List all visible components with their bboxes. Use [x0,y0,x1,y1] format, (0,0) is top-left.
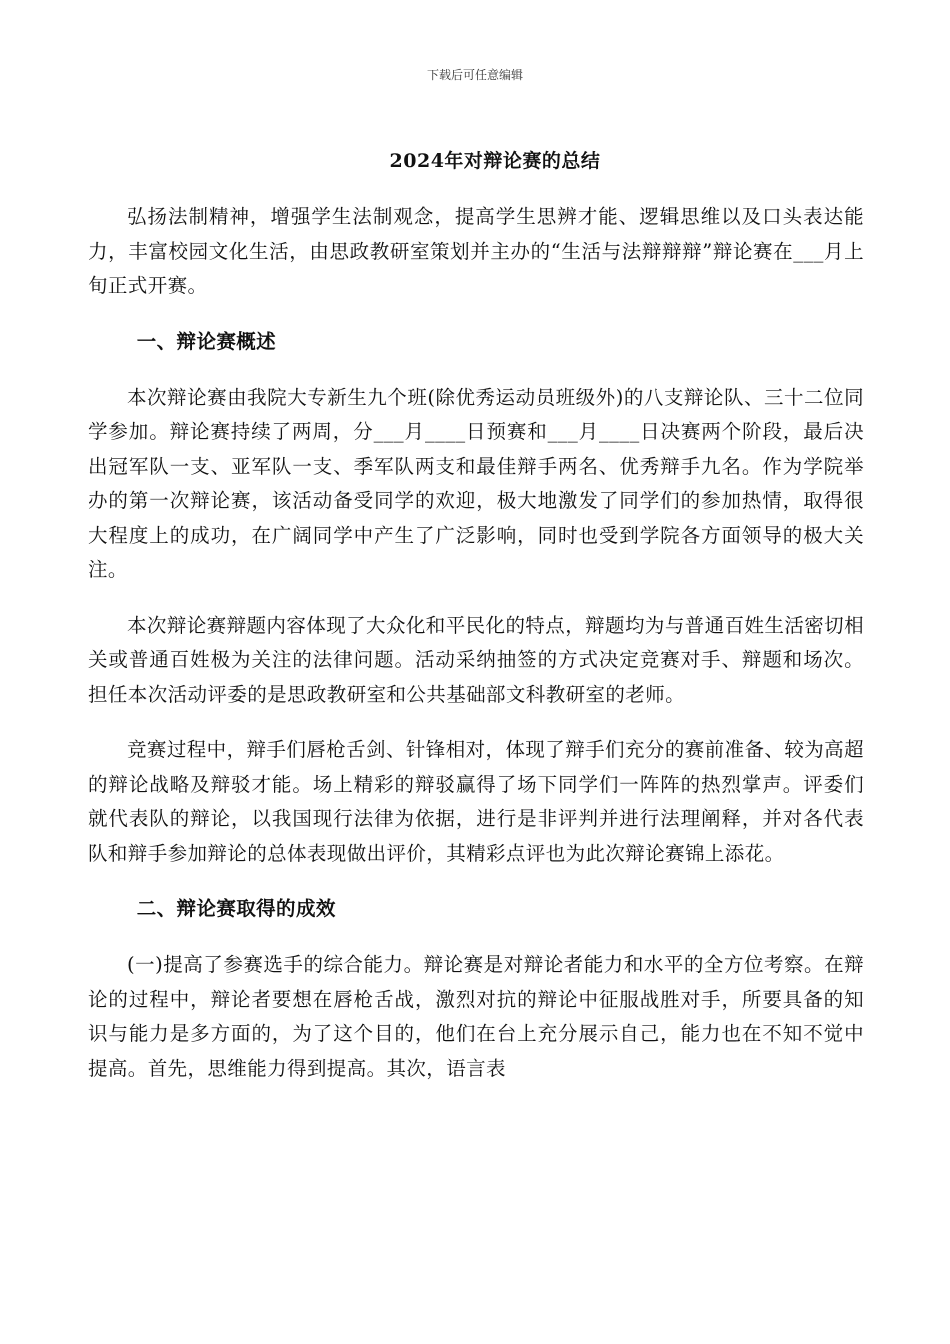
overview-paragraph-1: 本次辩论赛由我院大专新生九个班(除优秀运动员班级外)的八支辩论队、三十二位同学参加。辩论赛持续了两周，分___月____日预赛和___月____日决赛两个阶段，最后决出冠军队一支、亚军队一支、季军队两支和最佳辩手两名、优秀辩手九名。作为学院举办的第一次辩论赛，该活动备受同学的欢迎，极大地激发了同学们的参加热情，取得很大程度上的成功，在广阔同学中产生了广泛影响，同时也受到学院各方面领导的极大关注。 [88,385,864,581]
header-note: 下载后可任意编辑 [426,68,523,82]
document-body [88,200,864,1107]
section-heading-overview: 一、辩论赛概述 [136,329,277,353]
section-heading-results: 二、辩论赛取得的成效 [136,897,336,920]
intro-paragraph: 弘扬法制精神，增强学生法制观念，提高学生思辨才能、逻辑思维以及口头表达能力，丰富校园文化生活，由思政教研室策划并主办的“生活与法辩辩辩”辩论赛在___月上旬正式开赛。 [88,205,864,297]
results-paragraph-1: (一)提高了参赛选手的综合能力。辩论赛是对辩论者能力和水平的全方位考察。在辩论的过程中，辩论者要想在唇枪舌战，激烈对抗的辩论中征服战胜对手，所要具备的知识与能力是多方面的，为了这个目的，他们在台上充分展示自己，能力也在不知不觉中提高。首先，思维能力得到提高。其次，语言表 [88,953,864,1080]
document-title: 2024年对辩论赛的总结 [389,150,601,172]
overview-paragraph-2: 本次辩论赛辩题内容体现了大众化和平民化的特点，辩题均为与普通百姓生活密切相关或普通百姓极为关注的法律问题。活动采纳抽签的方式决定竞赛对手、辩题和场次。担任本次活动评委的是思政教研室和公共基础部文科教研室的老师。 [88,613,864,706]
overview-paragraph-3: 竞赛过程中，辩手们唇枪舌剑、针锋相对，体现了辩手们充分的赛前准备、较为高超的辩论战略及辩驳才能。场上精彩的辩驳赢得了场下同学们一阵阵的热烈掌声。评委们就代表队的辩论，以我国现行法律为依据，进行是非评判并进行法理阐释，并对各代表队和辩手参加辩论的总体表现做出评价，其精彩点评也为此次辩论赛锦上添花。 [88,738,864,865]
